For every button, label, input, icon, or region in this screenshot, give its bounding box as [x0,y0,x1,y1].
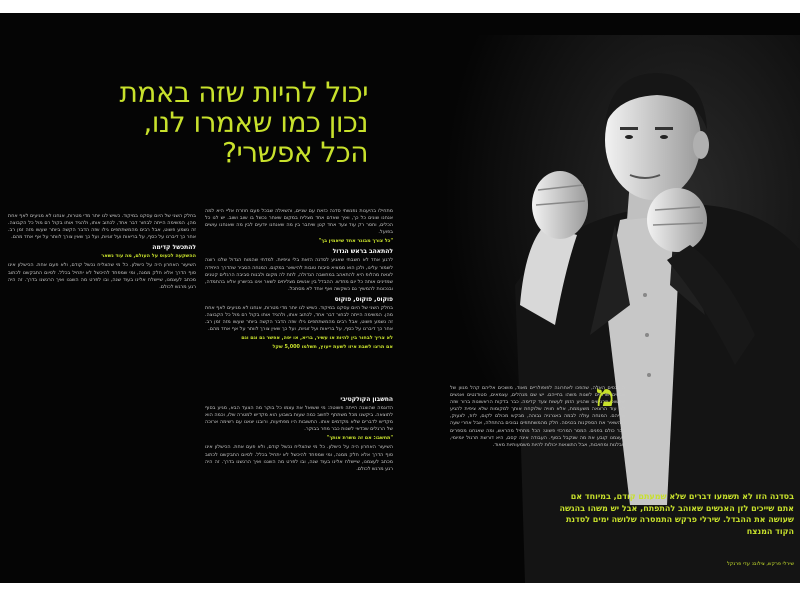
section-3-text-continued: השיעור האחרון היה על כישלון. כל מי שהצליח נכשל קודם, ולא פעם אחת. הכישלון אינו סוף הדרך אלא חלק ממנה, ומי שמפחד להיכשל לא יתחיל בכלל. לסיום התבקשנו לכתוב מכתב לעצמנו, שיישלח אלינו בעוד שנה, ובו לפרט מה השגנו ואיך הרגשנו בדרך. זה היה רגע מרגש לכולם. [205,444,393,472]
drop-cap: מ [596,379,614,414]
headline-line-1: יכול להיות שזה באמת [119,76,368,109]
section-2-text: בחלק השני של היום עסקנו במיקוד. כשיש לנו יותר מדי מטרות, אנחנו לא מגיעים לאף אחת מהן. המשימה הייתה לבחור דבר אחד, לכתוב אותו, ולהגיד אותו בקול רם מול כל הקבוצה. זה נשמע פשוט, אבל רבים מהמשתתפים גילו שזה הדבר הקשה ביותר שעשו מזה זמן רב. אחר כך דיברנו על כסף, על בריאות ועל זוגיות, ועל כך שאין צורך לוותר על אף אחד מהם. [205,304,393,333]
section-1-text: לרגע אחד לא חשבתי שאגיע לסדנה הזאת בלי ציפיות. למדתי שהמוח הגדול שלנו רוצה לשמור עלינו, ולכן הוא ממציא סיבות טובות להישאר במקום. המנחה הסביר שהדרך היחידה לצאת מהלופ היא להתאהב במחשבה הגדולה, לתת לה מקום ולבנות סביבה הרגלים קטנים שמזינים אותה כל יום מחדש. ההבדל בין אנשים מצליחים לשאר אינו בכישרון אלא בהתמדה, ובנכונות להמשיך גם כשקשה ואף אחד לא מסתכל. [205,257,393,292]
section-heading-4: להתכשל קדימה [152,244,196,252]
section-heading-2: פוקוס, פוקוס, פוקוס [334,295,393,303]
highlight-quote-4: ההשקעה לכעוס על העולם, מה עוד נשאר [101,253,196,260]
section-3-text: הדוגמה שהוצגה הייתה פשוטה: מי ששואל את עצמו כל בוקר מה הצעד הבא, מגיע בסוף לתוצאה. ביקשנו מכל משתתף לחשב כמה שעות בשבוע הוא מקדיש למטרה שלו, וכמה הוא מקדיש לדברים שלא מקדמים אותו. התשובות היו מפתיעות, ורובנו יצאנו עם רשימה ארוכה של הרגלים שכדאי לשנות כבר מחר בבוקר. [205,405,393,433]
section-heading-1: להתאהב בראש הגדול [332,248,393,256]
highlight-quote-2: לא צריך לבחור בין להיות או עשיר, בריא, או יפה, אפשר גם וגם וגם [241,335,393,342]
pull-quote: בסדנה הזו לא תשמעו דברים שלא שמעתם קודם, במיוחד אם אתם שייכים לזן האנשים שאוהב להתפתח, אבל יש משהו בהגשה שעושה את ההבדל. שירלי פרקש התמסרה שלושה ימים לסדנת הקוד המנצח [559,492,794,536]
headline-line-2: נכון כמו שאמרו לנו, [143,106,368,139]
headline-line-3: הכל אפשרי? [222,136,368,169]
highlight-quote-3: אם תרצו לשבת איזו לשעת ייעוץ, תשלמו 5,000 שקל [272,344,393,351]
article-headline [8,78,368,168]
photo-credit: שירלי פרקש, צילום: עדי פרנקל [726,561,794,567]
section-1-continued: בחלק השני של היום עסקנו במיקוד. כשיש לנו יותר מדי מטרות, אנחנו לא מגיעים לאף אחת מהן. המשימה הייתה לבחור דבר אחד, לכתוב אותו, ולהגיד אותו בקול רם מול כל הקבוצה. זה נשמע פשוט, אבל רבים מהמשתתפים גילו שזה הדבר הקשה ביותר שעשו מזה זמן רב. אחר כך דיברנו על כסף, על בריאות ועל זוגיות, ועל כך שאין צורך לוותר על אף אחד מהם. [8,213,196,241]
magazine-spread [0,13,800,583]
intro-paragraph: מתחילו בהיענות נפגשתי סדנה כזאת עם שניים, והשאלה שבכל פעם חוזרת אליי היא למה אנחנו שונים כל כך, ואיך שאדם אחד מצליח במקום שאחר נכשל בו שוב ושוב. יש לנו כל הכלים, וחסר רק עוד צעד אחד קטן שיחבר בין מה שאנחנו יודעים לבין מה שאנחנו עושים בפועל. [205,208,393,236]
highlight-quote-5: "תחשבו: אם זה משרת אותך" [326,435,393,442]
right-page-text: ה כנסים האלה, שהפכו לאחרונה לפופולריים מאוד, מושכים אליהם קהל מגוון של אנשים שרוצים לשנות משהו בחייהם. יש שם מנהלים, עצמאים, סטודנטים ואנשים שפשוט מרגישים שהגיע הזמן לעשות צעד קדימה. כבר בדקות הראשונות ברור שזה לא עוד הרצאה משעממת, אלא חוויה שלוקחת אותך למקומות שלא ציפית להגיע אליהם. המנחה עולה לבמה באנרגיה גבוהה, מבקש מכולם לקום, לזוז, לצעוק, ולהשאיר את הספקנות בכניסה. חלק מהמשתתפים נבוכים בהתחלה, אבל אחרי שעה כבר כולם בפנים. המסר המרכזי פשוט: הכל מתחיל מהראש, ומה שאנחנו מספרים לעצמנו קובע את מה שנקבל בסוף. העבודה אינה קסם, היא דורשת תרגול יומיומי, סבלנות ומחויבות, אבל התוצאות יכולות להיות משמעותיות מאוד. [450,385,625,448]
body-column-3 [205,393,393,575]
body-column-1 [8,213,196,575]
section-4-text: השיעור האחרון היה על כישלון. כל מי שהצליח נכשל קודם, ולא פעם אחת. הכישלון אינו סוף הדרך אלא חלק ממנה, ומי שמפחד להיכשל לא יתחיל בכלל. לסיום התבקשנו לכתוב מכתב לעצמנו, שיישלח אלינו בעוד שנה, ובו לפרט מה השגנו ואיך הרגשנו בדרך. זה היה רגע מרגש לכולם. [8,262,196,290]
section-heading-3: החשבון הקולקטיבי [340,396,393,403]
highlight-quote-1: "כל צורך מבוגר אחד שיאמין בך" [318,238,393,245]
